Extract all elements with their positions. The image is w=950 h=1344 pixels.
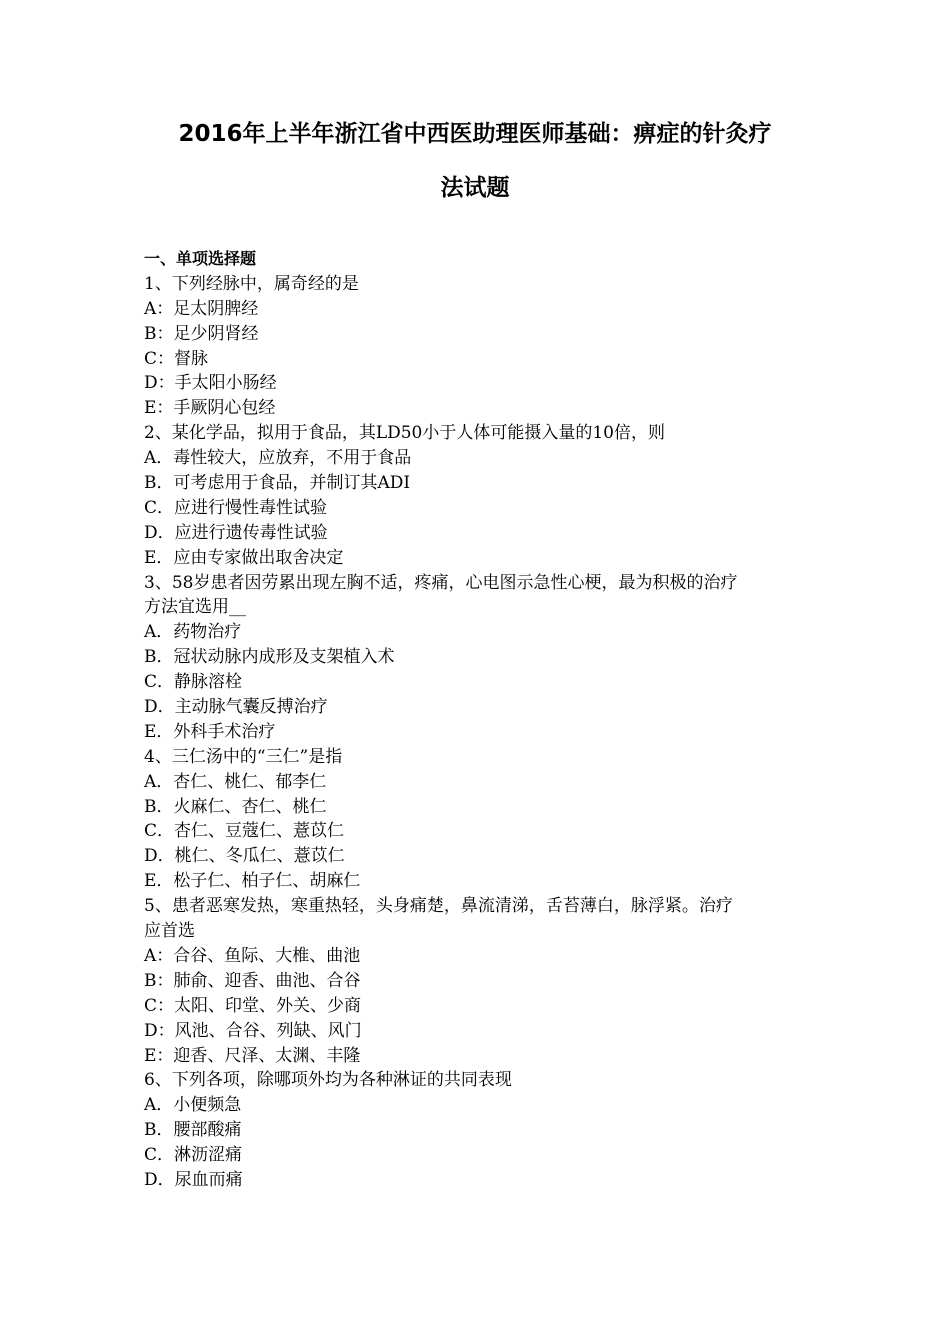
- answer-option: A：合谷、鱼际、大椎、曲池: [144, 945, 361, 966]
- section-heading: 一、单项选择题: [144, 249, 257, 268]
- answer-option: D：风池、合谷、列缺、风门: [144, 1020, 362, 1041]
- answer-option: D．桃仁、冬瓜仁、薏苡仁: [144, 846, 345, 867]
- answer-option: A：足太阴脾经: [144, 298, 259, 319]
- answer-option: A．药物治疗: [144, 622, 242, 643]
- answer-option: D．尿血而痛: [144, 1169, 243, 1190]
- question-1: [144, 272, 814, 421]
- question-4: [144, 745, 814, 894]
- question-stem: 1、下列经脉中，属奇经的是: [144, 273, 359, 294]
- question-3: [144, 571, 814, 745]
- question-stem-line-1: 5、患者恶寒发热，寒重热轻，头身痛楚，鼻流清涕，舌苔薄白，脉浮紧。治疗: [144, 896, 733, 917]
- answer-option: D．应进行遗传毒性试验: [144, 522, 328, 543]
- answer-option: B．腰部酸痛: [144, 1120, 242, 1141]
- answer-option: B：肺俞、迎香、曲池、合谷: [144, 970, 361, 991]
- answer-option: A．小便频急: [144, 1095, 242, 1116]
- answer-option: B．可考虑用于食品，并制订其ADI: [144, 473, 411, 494]
- answer-option: C．应进行慢性毒性试验: [144, 497, 328, 518]
- answer-option: E．外科手术治疗: [144, 721, 276, 742]
- document-title-line-1: 2016年上半年浙江省中西医助理医师基础：痹症的针灸疗: [178, 121, 772, 147]
- answer-option: D：手太阳小肠经: [144, 373, 277, 394]
- answer-option: E．应由专家做出取舍决定: [144, 547, 344, 568]
- question-stem-line-1: 3、58岁患者因劳累出现左胸不适，疼痛，心电图示急性心梗，最为积极的治疗: [144, 572, 738, 593]
- answer-option: C：督脉: [144, 348, 209, 369]
- question-5: [144, 894, 814, 1068]
- document-title-line-2: 法试题: [440, 175, 510, 201]
- question-stem: 6、下列各项，除哪项外均为各种淋证的共同表现: [144, 1070, 512, 1091]
- question-6: [144, 1068, 814, 1192]
- answer-option: A．杏仁、桃仁、郁李仁: [144, 771, 327, 792]
- answer-option: B．火麻仁、杏仁、桃仁: [144, 796, 327, 817]
- answer-option: D．主动脉气囊反搏治疗: [144, 697, 328, 718]
- answer-option: E：迎香、尺泽、太渊、丰隆: [144, 1045, 361, 1066]
- answer-option: E．松子仁、柏子仁、胡麻仁: [144, 871, 361, 892]
- question-stem-line-2: 方法宜选用__: [144, 597, 246, 618]
- answer-option: C．静脉溶栓: [144, 672, 243, 693]
- document-body: [144, 247, 814, 1193]
- answer-option: B：足少阴肾经: [144, 323, 259, 344]
- answer-option: B．冠状动脉内成形及支架植入术: [144, 647, 395, 668]
- answer-option: A．毒性较大，应放弃，不用于食品: [144, 448, 412, 469]
- question-stem-line-2: 应首选: [144, 921, 195, 942]
- answer-option: C．淋沥涩痛: [144, 1145, 243, 1166]
- question-stem: 2、某化学品，拟用于食品，其LD50小于人体可能摄入量的10倍，则: [144, 423, 665, 444]
- question-2: [144, 421, 814, 570]
- answer-option: E：手厥阴心包经: [144, 398, 276, 419]
- answer-option: C：太阳、印堂、外关、少商: [144, 995, 362, 1016]
- answer-option: C．杏仁、豆蔻仁、薏苡仁: [144, 821, 345, 842]
- question-stem: 4、三仁汤中的“三仁”是指: [144, 746, 343, 767]
